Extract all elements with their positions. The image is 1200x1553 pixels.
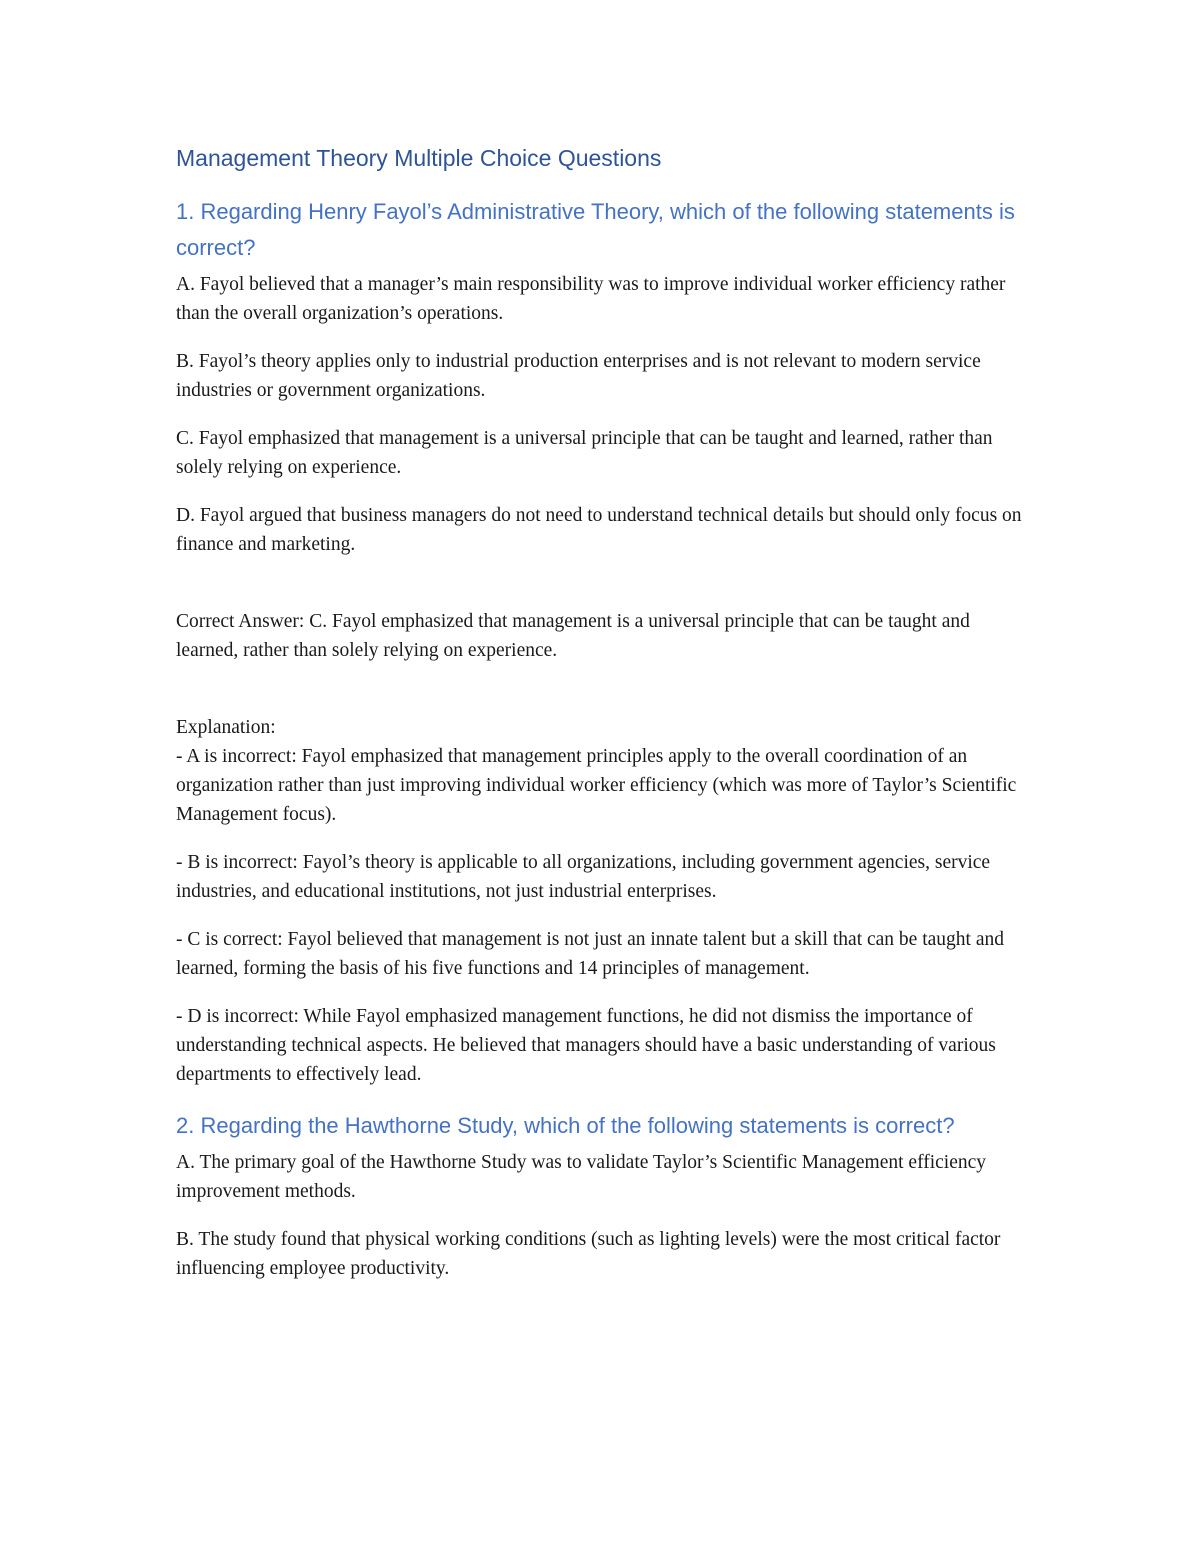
explanation-label: Explanation: [176, 717, 276, 738]
question-1-option-c: C. Fayol emphasized that management is a universal principle that can be taught and learned, rather than solely relying on experience. [176, 428, 993, 478]
question-1-option-b: B. Fayol’s theory applies only to industrial production enterprises and is not relevant to modern service industries or government organizations. [176, 351, 981, 401]
question-2-option-b: B. The study found that physical working conditions (such as lighting levels) were the most critical factor influencing employee productivity. [176, 1229, 1001, 1279]
question-1-option-a: A. Fayol believed that a manager’s main responsibility was to improve individual worker efficiency rather than the overall organization’s operations. [176, 274, 1006, 324]
explanation-point-c: - C is correct: Fayol believed that management is not just an innate talent but a skill that can be taught and learned, forming the basis of his five functions and 14 principles of management. [176, 929, 1004, 979]
question-1 [176, 194, 1026, 1089]
explanation-point-a: - A is incorrect: Fayol emphasized that management principles apply to the overall coordination of an organization rather than just improving individual worker efficiency (which was more of Taylor’s Scientific Management focus). [176, 746, 1017, 825]
document-body [176, 140, 1026, 1302]
question-1-option-d: D. Fayol argued that business managers do not need to understand technical details but should only focus on finance and marketing. [176, 505, 1022, 555]
explanation-point-d: - D is incorrect: While Fayol emphasized management functions, he did not dismiss the importance of understanding technical aspects. He believed that managers should have a basic understanding of various departments to effectively lead. [176, 1006, 996, 1085]
explanation-point-b: - B is incorrect: Fayol’s theory is applicable to all organizations, including government agencies, service industries, and educational institutions, not just industrial enterprises. [176, 852, 991, 902]
question-1-explanation [176, 713, 1026, 1089]
question-1-correct-answer: Correct Answer: C. Fayol emphasized that management is a universal principle that can be taught and learned, rather than solely relying on experience. [176, 611, 970, 661]
question-2-option-a: A. The primary goal of the Hawthorne Study was to validate Taylor’s Scientific Management efficiency improvement methods. [176, 1152, 987, 1202]
question-2-heading: 2. Regarding the Hawthorne Study, which of the following statements is correct? [176, 1113, 955, 1138]
question-1-heading: 1. Regarding Henry Fayol’s Administrative Theory, which of the following statements is correct? [176, 199, 1015, 260]
question-2 [176, 1108, 1026, 1283]
document-title: Management Theory Multiple Choice Questions [176, 145, 662, 171]
